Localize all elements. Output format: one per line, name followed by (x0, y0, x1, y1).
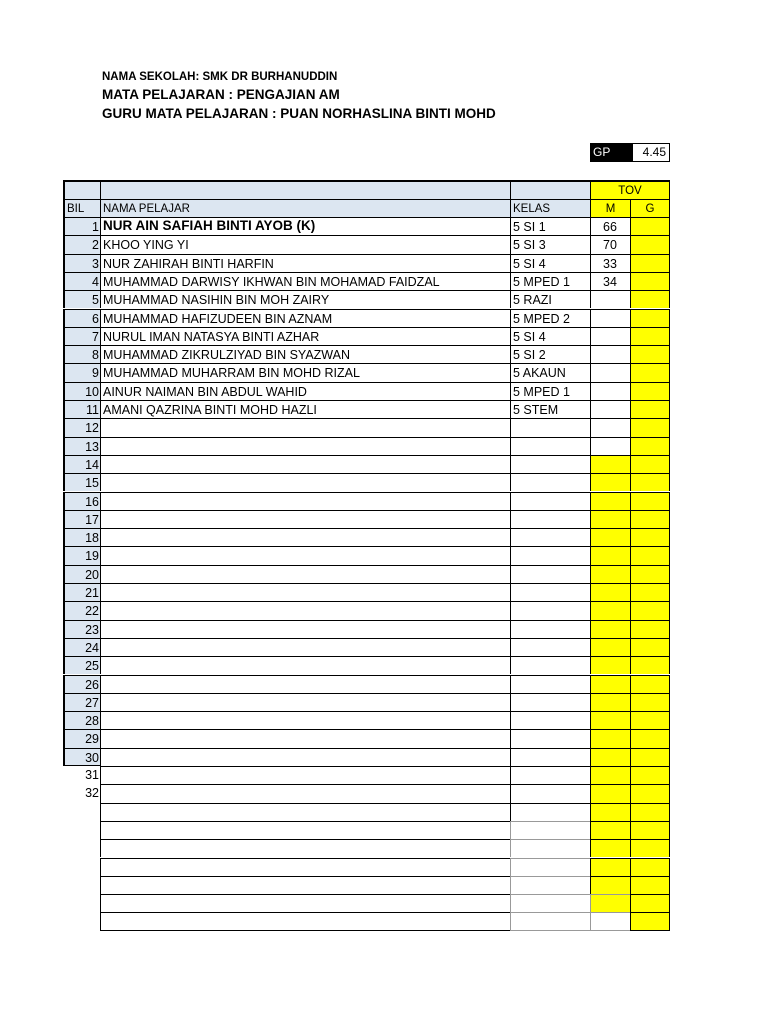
kelas-cell[interactable]: 5 MPED 1 (510, 382, 590, 400)
student-name-cell[interactable]: NURUL IMAN NATASYA BINTI AZHAR (100, 327, 510, 345)
tov-g-cell[interactable] (630, 327, 670, 345)
tov-m-cell[interactable] (590, 290, 630, 308)
tov-m-cell[interactable] (590, 912, 630, 930)
tov-m-cell[interactable] (590, 675, 630, 693)
student-name-cell[interactable] (100, 620, 510, 638)
kelas-cell[interactable] (510, 656, 590, 674)
row-number: 4 (63, 272, 100, 290)
tov-g-cell[interactable] (630, 363, 670, 381)
tov-m-cell[interactable] (590, 546, 630, 564)
header-fill (100, 180, 510, 199)
kelas-cell[interactable] (510, 821, 590, 839)
tov-m-cell[interactable] (590, 400, 630, 418)
row-number: 6 (63, 309, 100, 327)
tov-m-cell[interactable]: 33 (590, 254, 630, 272)
tov-m-cell[interactable] (590, 729, 630, 747)
row-number (63, 858, 100, 876)
row-number: 10 (63, 382, 100, 400)
row-number: 15 (63, 473, 100, 491)
tov-m-cell[interactable] (590, 876, 630, 894)
row-number: 1 (63, 217, 100, 235)
tov-m-cell[interactable] (590, 327, 630, 345)
tov-g-cell[interactable] (630, 565, 670, 583)
row-number: 11 (63, 400, 100, 418)
kelas-cell[interactable]: 5 SI 1 (510, 217, 590, 235)
kelas-cell[interactable] (510, 437, 590, 455)
tov-m-cell[interactable] (590, 766, 630, 784)
kelas-cell[interactable]: 5 SI 3 (510, 235, 590, 253)
column-header-m: M (590, 199, 630, 217)
student-name-cell[interactable]: NUR ZAHIRAH BINTI HARFIN (100, 254, 510, 272)
kelas-cell[interactable]: 5 STEM (510, 400, 590, 418)
tov-m-cell[interactable] (590, 510, 630, 528)
kelas-cell[interactable] (510, 601, 590, 619)
gp-label: GP (591, 144, 633, 161)
row-number: 21 (63, 583, 100, 601)
student-name-cell[interactable] (100, 839, 510, 857)
tov-g-cell[interactable] (630, 638, 670, 656)
tov-m-cell[interactable] (590, 693, 630, 711)
row-number: 18 (63, 528, 100, 546)
kelas-cell[interactable] (510, 766, 590, 784)
kelas-cell[interactable] (510, 894, 590, 912)
row-number (63, 912, 100, 930)
tov-m-cell[interactable] (590, 418, 630, 436)
row-number: 7 (63, 327, 100, 345)
kelas-cell[interactable] (510, 546, 590, 564)
tov-g-cell[interactable] (630, 382, 670, 400)
kelas-cell[interactable] (510, 858, 590, 876)
row-number: 12 (63, 418, 100, 436)
row-number: 25 (63, 656, 100, 674)
tov-m-cell[interactable] (590, 437, 630, 455)
row-number: 23 (63, 620, 100, 638)
tov-g-cell[interactable] (630, 656, 670, 674)
tov-g-cell[interactable] (630, 693, 670, 711)
tov-m-cell[interactable] (590, 382, 630, 400)
tov-g-cell[interactable] (630, 235, 670, 253)
tov-m-cell[interactable] (590, 656, 630, 674)
tov-m-cell[interactable] (590, 858, 630, 876)
tov-m-cell[interactable] (590, 565, 630, 583)
tov-g-cell[interactable] (630, 803, 670, 821)
tov-g-cell[interactable] (630, 583, 670, 601)
subject-title: MATA PELAJARAN : PENGAJIAN AM (102, 87, 340, 102)
kelas-cell[interactable] (510, 784, 590, 802)
tov-m-cell[interactable] (590, 784, 630, 802)
tov-m-cell[interactable] (590, 638, 630, 656)
student-name-cell[interactable] (100, 784, 510, 802)
tov-m-cell[interactable]: 34 (590, 272, 630, 290)
kelas-cell[interactable] (510, 565, 590, 583)
row-number: 22 (63, 601, 100, 619)
student-name-cell[interactable] (100, 601, 510, 619)
kelas-cell[interactable] (510, 638, 590, 656)
student-name-cell[interactable]: MUHAMMAD HAFIZUDEEN BIN AZNAM (100, 309, 510, 327)
row-number (63, 803, 100, 821)
student-name-cell[interactable] (100, 766, 510, 784)
student-name-cell[interactable] (100, 510, 510, 528)
row-number: 16 (63, 492, 100, 510)
tov-g-cell[interactable] (630, 492, 670, 510)
student-name-cell[interactable]: KHOO YING YI (100, 235, 510, 253)
row-number: 24 (63, 638, 100, 656)
tov-g-cell[interactable] (630, 766, 670, 784)
tov-m-cell[interactable] (590, 473, 630, 491)
tov-g-cell[interactable] (630, 272, 670, 290)
kelas-cell[interactable] (510, 510, 590, 528)
teacher-name: GURU MATA PELAJARAN : PUAN NORHASLINA BINTI MOHD (102, 106, 496, 121)
tov-m-cell[interactable] (590, 821, 630, 839)
kelas-cell[interactable] (510, 675, 590, 693)
student-name-cell[interactable]: MUHAMMAD MUHARRAM BIN MOHD RIZAL (100, 363, 510, 381)
tov-g-cell[interactable] (630, 473, 670, 491)
row-number (63, 876, 100, 894)
kelas-cell[interactable] (510, 748, 590, 766)
student-name-cell[interactable] (100, 546, 510, 564)
tov-g-cell[interactable] (630, 711, 670, 729)
row-number: 32 (85, 786, 99, 801)
kelas-cell[interactable] (510, 693, 590, 711)
kelas-cell[interactable] (510, 803, 590, 821)
tov-g-cell[interactable] (630, 821, 670, 839)
tov-g-cell[interactable] (630, 894, 670, 912)
student-name-cell[interactable] (100, 693, 510, 711)
student-name-cell[interactable]: MUHAMMAD ZIKRULZIYAD BIN SYAZWAN (100, 345, 510, 363)
tov-m-cell[interactable] (590, 363, 630, 381)
tov-g-cell[interactable] (630, 620, 670, 638)
column-header-tov: TOV (590, 180, 670, 199)
kelas-cell[interactable]: 5 MPED 1 (510, 272, 590, 290)
kelas-cell[interactable]: 5 SI 4 (510, 254, 590, 272)
row-number: 8 (63, 345, 100, 363)
kelas-cell[interactable] (510, 418, 590, 436)
tov-g-cell[interactable] (630, 675, 670, 693)
row-number: 9 (63, 363, 100, 381)
column-header-name: NAMA PELAJAR (100, 199, 510, 217)
student-name-cell[interactable] (100, 821, 510, 839)
student-name-cell[interactable] (100, 528, 510, 546)
student-name-cell[interactable] (100, 455, 510, 473)
kelas-cell[interactable] (510, 473, 590, 491)
student-name-cell[interactable] (100, 876, 510, 894)
row-number: 19 (63, 546, 100, 564)
student-name-cell[interactable] (100, 711, 510, 729)
student-name-cell[interactable] (100, 912, 510, 930)
tov-m-cell[interactable] (590, 620, 630, 638)
school-name: NAMA SEKOLAH: SMK DR BURHANUDDIN (102, 71, 338, 83)
student-name-cell[interactable] (100, 803, 510, 821)
student-name-cell[interactable] (100, 675, 510, 693)
kelas-cell[interactable] (510, 492, 590, 510)
tov-g-cell[interactable] (630, 254, 670, 272)
tov-m-cell[interactable] (590, 894, 630, 912)
tov-g-cell[interactable] (630, 217, 670, 235)
row-number: 2 (63, 235, 100, 253)
tov-m-cell[interactable] (590, 748, 630, 766)
tov-g-cell[interactable] (630, 437, 670, 455)
student-name-cell[interactable] (100, 565, 510, 583)
row-number: 29 (63, 729, 100, 747)
tov-m-cell[interactable] (590, 583, 630, 601)
tov-g-cell[interactable] (630, 729, 670, 747)
header-fill (510, 180, 590, 199)
kelas-cell[interactable] (510, 620, 590, 638)
kelas-cell[interactable]: 5 MPED 2 (510, 309, 590, 327)
tov-g-cell[interactable] (630, 876, 670, 894)
tov-g-cell[interactable] (630, 546, 670, 564)
student-name-cell[interactable] (100, 748, 510, 766)
tov-m-cell[interactable] (590, 601, 630, 619)
row-number: 27 (63, 693, 100, 711)
kelas-cell[interactable] (510, 583, 590, 601)
tov-g-cell[interactable] (630, 601, 670, 619)
student-name-cell[interactable]: NUR AIN SAFIAH BINTI AYOB (K) (100, 217, 510, 235)
tov-m-cell[interactable] (590, 803, 630, 821)
tov-m-cell[interactable]: 70 (590, 235, 630, 253)
tov-m-cell[interactable]: 66 (590, 217, 630, 235)
tov-g-cell[interactable] (630, 784, 670, 802)
kelas-cell[interactable] (510, 711, 590, 729)
row-number: 13 (63, 437, 100, 455)
tov-m-cell[interactable] (590, 309, 630, 327)
tov-m-cell[interactable] (590, 492, 630, 510)
tov-m-cell[interactable] (590, 528, 630, 546)
student-name-cell[interactable] (100, 729, 510, 747)
student-name-cell[interactable] (100, 583, 510, 601)
gp-value[interactable]: 4.45 (642, 145, 666, 159)
tov-g-cell[interactable] (630, 839, 670, 857)
tov-g-cell[interactable] (630, 528, 670, 546)
tov-m-cell[interactable] (590, 839, 630, 857)
student-name-cell[interactable] (100, 858, 510, 876)
kelas-cell[interactable] (510, 455, 590, 473)
row-number: 31 (85, 768, 99, 782)
kelas-cell[interactable]: 5 RAZI (510, 290, 590, 308)
tov-g-cell[interactable] (630, 455, 670, 473)
student-name-cell[interactable] (100, 492, 510, 510)
row-number (63, 821, 100, 839)
row-number: 20 (63, 565, 100, 583)
row-number (63, 839, 100, 857)
tov-g-cell[interactable] (630, 290, 670, 308)
tov-m-cell[interactable] (590, 455, 630, 473)
row-number: 30 (63, 748, 100, 766)
student-name-cell[interactable]: AMANI QAZRINA BINTI MOHD HAZLI (100, 400, 510, 418)
tov-g-cell[interactable] (630, 418, 670, 436)
row-number: 28 (63, 711, 100, 729)
kelas-cell[interactable]: 5 SI 2 (510, 345, 590, 363)
tov-g-cell[interactable] (630, 400, 670, 418)
tov-m-cell[interactable] (590, 711, 630, 729)
row-number: 14 (63, 455, 100, 473)
tov-m-cell[interactable] (590, 345, 630, 363)
row-number: 3 (63, 254, 100, 272)
tov-g-cell[interactable] (630, 912, 670, 930)
kelas-cell[interactable] (510, 876, 590, 894)
tov-g-cell[interactable] (630, 345, 670, 363)
kelas-cell[interactable] (510, 729, 590, 747)
student-name-cell[interactable]: MUHAMMAD NASIHIN BIN MOH ZAIRY (100, 290, 510, 308)
tov-g-cell[interactable] (630, 510, 670, 528)
column-header-bil: BIL (63, 199, 100, 217)
kelas-cell[interactable] (510, 528, 590, 546)
row-number: 17 (63, 510, 100, 528)
student-name-cell[interactable]: AINUR NAIMAN BIN ABDUL WAHID (100, 382, 510, 400)
student-name-cell[interactable]: MUHAMMAD DARWISY IKHWAN BIN MOHAMAD FAIDZAL (100, 272, 510, 290)
column-header-g: G (630, 199, 670, 217)
tov-g-cell[interactable] (630, 858, 670, 876)
student-name-cell[interactable] (100, 418, 510, 436)
tov-g-cell[interactable] (630, 309, 670, 327)
header-fill (63, 180, 100, 199)
student-name-cell[interactable] (100, 473, 510, 491)
kelas-cell[interactable] (510, 912, 590, 930)
tov-g-cell[interactable] (630, 748, 670, 766)
kelas-cell[interactable]: 5 SI 4 (510, 327, 590, 345)
student-name-cell[interactable] (100, 894, 510, 912)
row-number (63, 894, 100, 912)
student-name-cell[interactable] (100, 638, 510, 656)
row-number: 5 (63, 290, 100, 308)
row-number: 26 (63, 675, 100, 693)
kelas-cell[interactable]: 5 AKAUN (510, 363, 590, 381)
column-header-kelas: KELAS (510, 199, 590, 217)
student-name-cell[interactable] (100, 437, 510, 455)
kelas-cell[interactable] (510, 839, 590, 857)
student-name-cell[interactable] (100, 656, 510, 674)
